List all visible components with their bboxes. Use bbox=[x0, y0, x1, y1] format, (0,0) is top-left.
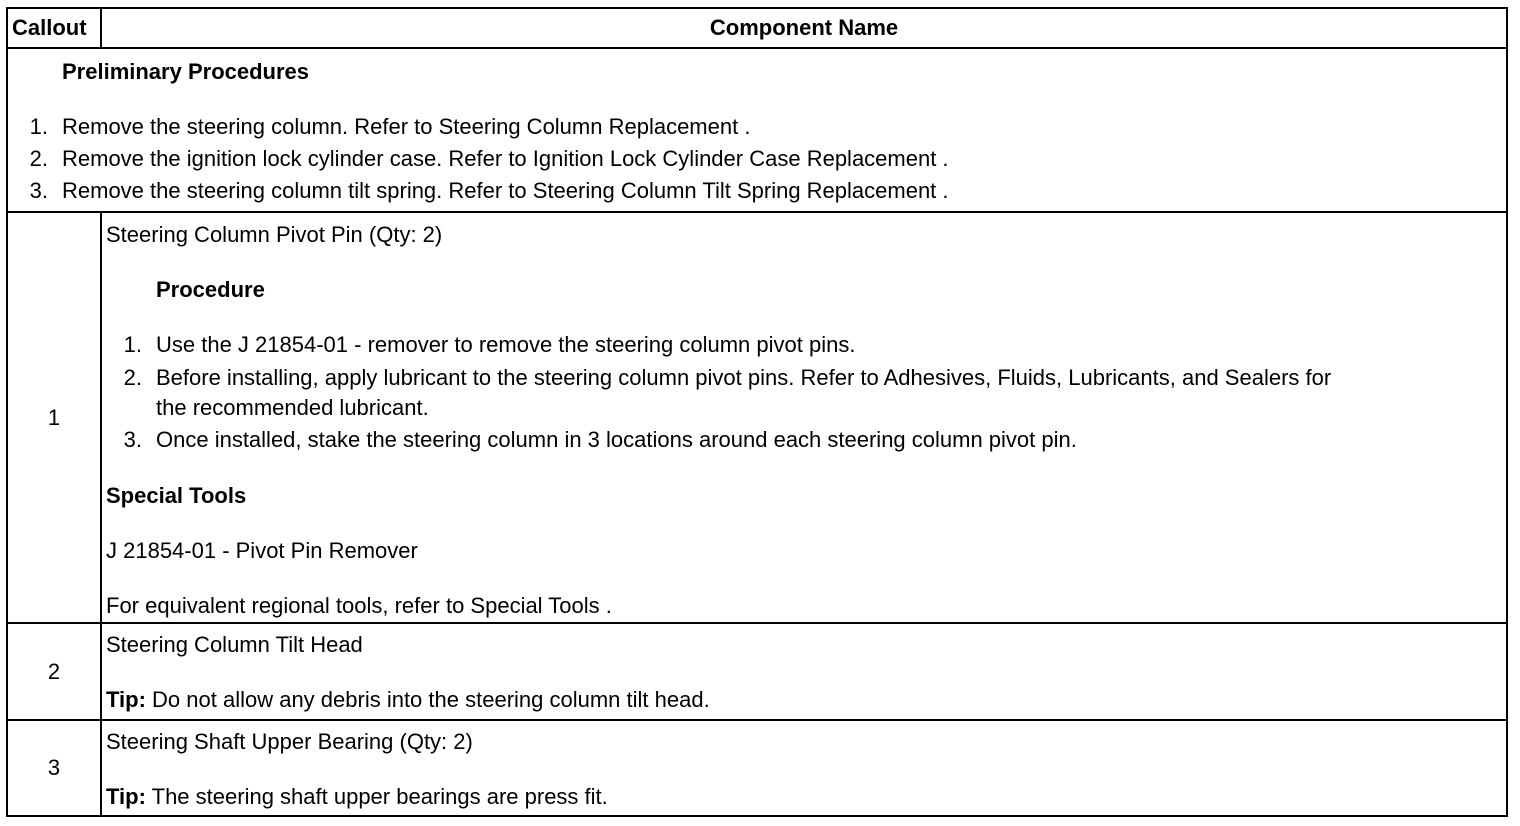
component-name: Steering Column Tilt Head bbox=[106, 632, 363, 657]
preliminary-step-number: 3. bbox=[29, 178, 48, 203]
tip-text: The steering shaft upper bearings are press fit. bbox=[145, 784, 608, 809]
special-tool-item: J 21854-01 - Pivot Pin Remover bbox=[106, 538, 418, 563]
tip-label: Tip: bbox=[106, 687, 146, 712]
table-row bbox=[7, 720, 1507, 816]
tip-text: Do not allow any debris into the steering column tilt head. bbox=[145, 687, 710, 712]
header-row bbox=[7, 8, 1507, 48]
tip-line bbox=[106, 784, 608, 810]
callout-cell: 1 bbox=[7, 212, 101, 623]
preliminary-step-text: Remove the steering column tilt spring. Refer to Steering Column Tilt Spring Replacement . bbox=[62, 178, 949, 203]
callout-cell: 2 bbox=[7, 623, 101, 720]
component-cell bbox=[101, 212, 1507, 623]
preliminary-row bbox=[7, 48, 1507, 212]
table-row bbox=[7, 212, 1507, 623]
component-table bbox=[6, 7, 1508, 817]
preliminary-step-text: Remove the steering column. Refer to Steering Column Replacement . bbox=[62, 114, 751, 139]
equivalent-tools-note: For equivalent regional tools, refer to Special Tools . bbox=[106, 593, 612, 618]
component-name: Steering Column Pivot Pin (Qty: 2) bbox=[106, 222, 443, 247]
procedure-title: Procedure bbox=[156, 277, 265, 302]
callout-header: Callout bbox=[7, 8, 101, 48]
procedure-step-text-continued: the recommended lubricant. bbox=[156, 395, 429, 420]
preliminary-cell bbox=[7, 48, 1507, 212]
component-name-header: Component Name bbox=[101, 8, 1507, 48]
procedure-step-text: Once installed, stake the steering column in 3 locations around each steering column pivot pin. bbox=[156, 427, 1077, 452]
procedure-step-text: Before installing, apply lubricant to the steering column pivot pins. Refer to Adhesives, Fluids, Lubricants, and Sealers for bbox=[156, 365, 1332, 390]
tip-label: Tip: bbox=[106, 784, 146, 809]
procedure-step-number: 1. bbox=[123, 332, 142, 357]
component-cell bbox=[101, 623, 1507, 720]
preliminary-step-number: 2. bbox=[29, 146, 48, 171]
preliminary-step-number: 1. bbox=[29, 114, 48, 139]
special-tools-title: Special Tools bbox=[106, 483, 247, 508]
table-row bbox=[7, 623, 1507, 720]
procedure-step-number: 3. bbox=[123, 427, 142, 452]
callout-cell: 3 bbox=[7, 720, 101, 816]
component-cell bbox=[101, 720, 1507, 816]
procedure-step-text: Use the J 21854-01 - remover to remove the steering column pivot pins. bbox=[156, 332, 856, 357]
component-name: Steering Shaft Upper Bearing (Qty: 2) bbox=[106, 729, 473, 754]
preliminary-step-text: Remove the ignition lock cylinder case. Refer to Ignition Lock Cylinder Case Replacement . bbox=[62, 146, 949, 171]
procedure-step-number: 2. bbox=[123, 365, 142, 390]
preliminary-title: Preliminary Procedures bbox=[62, 59, 310, 84]
tip-line bbox=[106, 687, 710, 713]
